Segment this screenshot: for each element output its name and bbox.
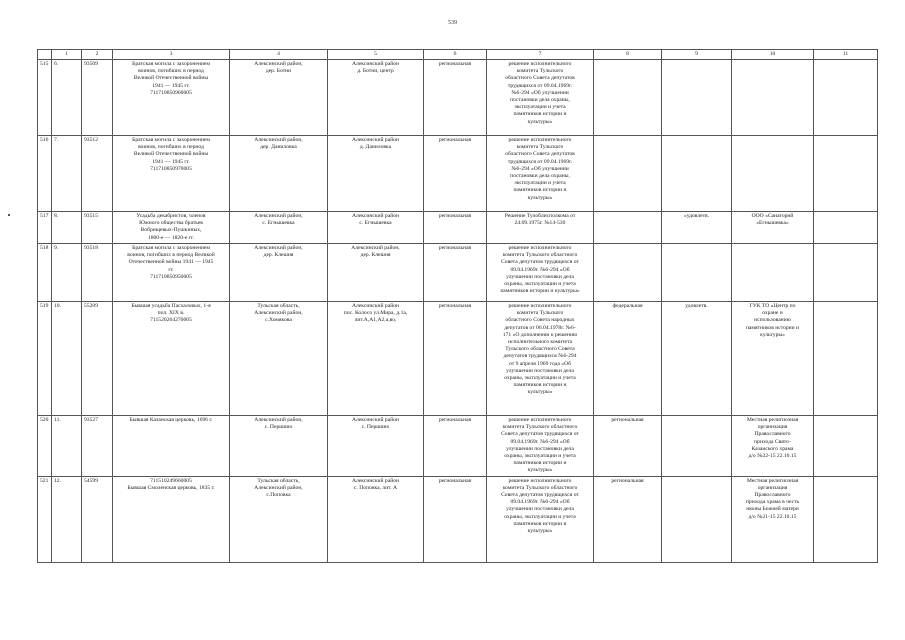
legal-document-line: областного Совета депутатов xyxy=(505,151,575,158)
object-name-line: 1941 — 1945 гг. xyxy=(152,82,190,89)
object-location-cell xyxy=(230,212,328,244)
column-header-9: 9 xyxy=(662,50,732,60)
object-name-cell xyxy=(113,212,230,244)
legal-document-line: культуры» xyxy=(527,389,553,396)
legal-document-line: памятников истории и xyxy=(513,520,567,527)
legal-document-line: культуры» xyxy=(527,528,553,535)
table-row xyxy=(38,136,878,212)
owner-col-9-line: д/о №22-15 22.10.15 xyxy=(748,453,797,460)
col-10-cell xyxy=(814,416,878,477)
object-name-line: воинов, погибших в период xyxy=(138,144,204,151)
condition-col-8-cell: «удовлетв. xyxy=(662,212,732,244)
legal-document-line: трудящихся от 09.04.1969г. xyxy=(507,82,573,89)
table-row xyxy=(38,244,878,302)
sub-number-cell: 12. xyxy=(52,476,82,562)
legal-document-line: решение исполнительного xyxy=(508,137,572,143)
protection-category-cell: региональная xyxy=(424,302,487,416)
object-name-line: Братская могила с захоронением xyxy=(132,61,210,67)
object-name-line: 711520264270005 xyxy=(150,317,192,324)
legal-document-line: комитета Тульского областного xyxy=(502,252,578,259)
owner-col-9-line: прихода Свято- xyxy=(754,438,791,445)
object-name-line: Отечественной войны 1941 — 1945 xyxy=(128,259,214,266)
legal-document-cell xyxy=(487,302,594,416)
owner-col-9-cell xyxy=(732,60,814,136)
object-name-line: Вобрищевых-Пушкиных, xyxy=(140,227,202,234)
owner-col-9-line: использованию xyxy=(754,317,791,324)
object-location-line: Алексинский район, xyxy=(254,61,303,67)
object-location-line: с. Першино xyxy=(264,424,293,431)
owner-col-9-line: «Егнышевка» xyxy=(756,220,789,227)
legal-document-line: памятников истории и xyxy=(513,187,567,194)
object-name-line: Южного общества братьев xyxy=(139,220,203,227)
owner-col-9-line: ООО «Санаторий xyxy=(751,213,794,219)
col-10-cell xyxy=(814,136,878,212)
object-location-line: с.Поповка xyxy=(266,492,291,499)
object-name-line: Великой Отечественной войны xyxy=(133,151,209,158)
object-name-line: гг. xyxy=(168,266,174,273)
legal-document-line: решение исполнительного xyxy=(508,417,572,423)
legal-document-line: Тульского областного Совета xyxy=(505,346,575,353)
registry-code-cell: 93509 xyxy=(82,60,113,136)
object-name-line: 1800-е — 1820-е гг. xyxy=(147,234,195,241)
object-address-line: Алексинский район xyxy=(351,303,399,309)
sub-number-cell: 6. xyxy=(52,60,82,136)
object-address-line: д. Ботни, центр xyxy=(357,68,394,75)
legal-document-line: Решение Тулоблисполкома от xyxy=(504,213,576,219)
object-address-cell xyxy=(328,302,424,416)
object-address-line: Алексинский район xyxy=(351,137,399,143)
registry-code-cell: 93518 xyxy=(82,244,113,302)
owner-col-9-line: памятников истории и xyxy=(745,324,800,331)
owner-col-9-line: организация xyxy=(757,484,788,491)
legal-document-line: №6-294 «Об улучшении xyxy=(511,165,569,172)
legal-document-line: улучшении постановки дела xyxy=(506,445,574,452)
legal-document-line: 09.04.1969г. №6-294 «Об xyxy=(510,499,570,506)
legal-document-line: решение исполнительного xyxy=(508,477,572,484)
col-10-cell xyxy=(814,244,878,302)
legal-document-line: Совета депутатов трудящихся от xyxy=(501,492,579,499)
legal-document-cell xyxy=(487,60,594,136)
legal-document-line: трудящихся от 09.04.1969г. xyxy=(507,158,573,165)
object-name-cell xyxy=(113,416,230,477)
object-location-cell xyxy=(230,136,328,212)
column-header-5: 5 xyxy=(328,50,424,60)
object-address-line: Алексинский район xyxy=(351,477,399,484)
legal-document-line: 09.04.1969г. №6-294 «Об xyxy=(510,266,570,273)
object-name-line: воинов, погибших в период xyxy=(138,68,204,75)
object-location-line: с. Егнышевка xyxy=(262,220,295,227)
condition-col-8-cell xyxy=(662,136,732,212)
legal-document-line: Совета депутатов трудящихся от xyxy=(501,431,579,438)
object-name-cell xyxy=(113,60,230,136)
owner-col-9-cell xyxy=(732,244,814,302)
legal-document-line: депутатов от 06.04.1978г. №6- xyxy=(504,324,576,331)
object-address-cell xyxy=(328,244,424,302)
condition-col-8-cell xyxy=(662,60,732,136)
owner-col-9-line: прихода храма в честь xyxy=(745,499,800,506)
column-header-11: 11 xyxy=(814,50,878,60)
object-name-line: 711510249660005 xyxy=(150,477,192,484)
condition-col-8-cell xyxy=(662,244,732,302)
object-address-line: Алексинский район xyxy=(351,61,399,67)
row-number-cell: 521 xyxy=(38,476,52,562)
legal-document-line: Совета депутатов трудящихся от xyxy=(501,259,579,266)
legal-document-line: 09.04.1969г. №6-294 «Об xyxy=(510,438,570,445)
object-location-line: дер. Ботни xyxy=(265,68,292,75)
legal-document-line: комитета Тульского областного xyxy=(502,484,578,491)
row-number-cell: 518 xyxy=(38,244,52,302)
col-10-cell xyxy=(814,60,878,136)
protection-category-cell: региональная xyxy=(424,244,487,302)
object-name-cell xyxy=(113,136,230,212)
owner-col-9-cell xyxy=(732,212,814,244)
row-number-cell: 520 xyxy=(38,416,52,477)
column-header-3: 3 xyxy=(113,50,230,60)
sub-number-cell: 9. xyxy=(52,244,82,302)
object-location-line: Алексинский район, xyxy=(254,417,303,423)
object-name-cell xyxy=(113,244,230,302)
object-name-line: 711710850970005 xyxy=(150,165,192,172)
protection-category-cell: региональная xyxy=(424,476,487,562)
col-10-cell xyxy=(814,476,878,562)
row-number-cell: 517 xyxy=(38,212,52,244)
owner-col-9-cell xyxy=(732,476,814,562)
object-location-line: Алексинский район, xyxy=(254,213,303,219)
column-header-0 xyxy=(38,50,52,60)
category-col-7-cell xyxy=(594,60,662,136)
object-name-line: Бывшая усадьба Пасхаловых, 1-я xyxy=(131,303,211,309)
category-col-7-cell: федеральная xyxy=(594,302,662,416)
scan-artifact-dot xyxy=(8,214,10,216)
object-name-cell xyxy=(113,302,230,416)
object-location-line: дер. Клешня xyxy=(263,252,294,259)
sub-number-cell: 10. xyxy=(52,302,82,416)
object-address-line: д. Даниловка xyxy=(359,144,392,151)
column-header-4: 4 xyxy=(230,50,328,60)
object-location-line: Алексинский район, xyxy=(254,137,303,143)
owner-col-9-line: иконы Божией матери xyxy=(746,506,799,513)
object-location-cell xyxy=(230,302,328,416)
legal-document-line: охраны, эксплуатации и учета xyxy=(504,513,576,520)
legal-document-line: постановки дела охраны, xyxy=(510,173,570,180)
owner-col-9-line: культуры» xyxy=(760,331,785,338)
legal-document-line: решение исполнительного xyxy=(508,61,572,67)
table-row xyxy=(38,416,878,477)
legal-document-line: депутатов трудящихся №6-294 xyxy=(503,353,577,360)
sub-number-cell: 11. xyxy=(52,416,82,477)
legal-document-line: областного Совета народных xyxy=(505,317,575,324)
legal-document-line: улучшении постановки дела xyxy=(506,273,574,280)
legal-document-cell xyxy=(487,212,594,244)
legal-document-line: комитета Тульского xyxy=(516,144,564,151)
table-row xyxy=(38,302,878,416)
object-name-line: Братская могила с захоронением xyxy=(132,245,210,251)
column-header-6: 6 xyxy=(424,50,487,60)
legal-document-line: культуры» xyxy=(527,118,553,125)
legal-document-cell xyxy=(487,244,594,302)
owner-col-9-cell xyxy=(732,302,814,416)
condition-col-8-cell xyxy=(662,476,732,562)
object-location-line: Тульская область, xyxy=(257,477,300,484)
object-address-line: Алексинский район, xyxy=(351,245,400,251)
protection-category-cell: региональная xyxy=(424,60,487,136)
registry-code-cell: 55209 xyxy=(82,302,113,416)
owner-col-9-line: Местная религиозная xyxy=(746,417,799,423)
condition-col-8-cell: удовлетв. xyxy=(662,302,732,416)
legal-document-line: комитета Тульского xyxy=(516,310,564,317)
page-number: 539 xyxy=(448,20,457,26)
legal-document-line: 171 «О дополнении к решению xyxy=(502,331,578,338)
owner-col-9-cell xyxy=(732,136,814,212)
object-location-cell xyxy=(230,60,328,136)
owner-col-9-line: Местная религиозная xyxy=(746,477,799,484)
legal-document-line: решение исполнительного xyxy=(508,245,572,251)
object-address-line: лит.А,А1,А2,а,во, xyxy=(354,317,397,324)
object-address-line: с. Егнышевка xyxy=(359,220,392,227)
protection-category-cell: региональная xyxy=(424,136,487,212)
object-location-cell xyxy=(230,244,328,302)
legal-document-line: улучшении постановки дела xyxy=(506,506,574,513)
legal-document-line: эксплуатации и учета xyxy=(514,180,566,187)
header-row xyxy=(38,50,878,60)
col-10-cell xyxy=(814,212,878,244)
object-location-cell xyxy=(230,476,328,562)
col-10-cell xyxy=(814,302,878,416)
legal-document-line: решение исполнительного xyxy=(508,303,572,309)
protection-category-cell: региональная xyxy=(424,416,487,477)
legal-document-line: комитета Тульского xyxy=(516,68,564,75)
object-location-line: Алексинский район, xyxy=(254,484,303,491)
table-row xyxy=(38,476,878,562)
row-number-cell: 516 xyxy=(38,136,52,212)
legal-document-line: постановки дела охраны, xyxy=(510,97,570,104)
legal-document-line: памятников истории и xyxy=(513,111,567,118)
column-header-8: 8 xyxy=(594,50,662,60)
legal-document-line: культуры» xyxy=(527,467,553,474)
legal-document-line: улучшении постановки дела xyxy=(506,367,574,374)
legal-document-line: областного Совета депутатов xyxy=(505,75,575,82)
condition-col-8-cell xyxy=(662,416,732,477)
object-name-line: воинов, погибших в период Великой xyxy=(127,252,215,259)
object-address-line: с. Поповка, лит. А xyxy=(353,484,398,491)
object-address-cell xyxy=(328,136,424,212)
object-address-cell xyxy=(328,476,424,562)
owner-col-9-line: ГУК ТО «Центр по xyxy=(749,303,796,309)
column-header-7: 7 xyxy=(487,50,594,60)
owner-col-9-line: Православного xyxy=(754,431,791,438)
legal-document-line: эксплуатации и учета xyxy=(514,104,566,111)
object-name-line: Великой Отечественной войны xyxy=(133,75,209,82)
legal-document-line: от 9 апреля 1969 года «Об xyxy=(509,360,571,367)
object-address-cell xyxy=(328,416,424,477)
registry-code-cell: 93527 xyxy=(82,416,113,477)
registry-code-cell: 54599 xyxy=(82,476,113,562)
legal-document-line: памятников истории и xyxy=(513,382,567,389)
legal-document-cell xyxy=(487,136,594,212)
object-name-line: Бывшая Казанская церковь, 1696 г. xyxy=(129,417,213,423)
sub-number-cell: 7. xyxy=(52,136,82,212)
object-name-line: 711710850960005 xyxy=(150,89,192,96)
owner-col-9-cell xyxy=(732,416,814,477)
object-location-line: Алексинский район, xyxy=(254,310,303,317)
object-address-line: дер. Клешня xyxy=(360,252,391,259)
legal-document-line: исполнительного комитета xyxy=(508,339,572,346)
object-name-line: 1941 — 1945 гг. xyxy=(152,158,190,165)
category-col-7-cell xyxy=(594,136,662,212)
legal-document-line: охраны, эксплуатации и учета xyxy=(504,375,576,382)
row-number-cell: 515 xyxy=(38,60,52,136)
legal-document-line: памятников истории и культуры» xyxy=(500,288,580,295)
owner-col-9-line: охране и xyxy=(762,310,783,317)
object-name-line: 711710850950005 xyxy=(150,273,192,280)
object-location-cell xyxy=(230,416,328,477)
owner-col-9-line: организация xyxy=(757,424,788,431)
object-address-cell xyxy=(328,212,424,244)
object-location-line: дер. Даниловка xyxy=(260,144,297,151)
object-address-line: Алексинский район xyxy=(351,417,399,423)
legal-document-line: охраны, эксплуатации и учета xyxy=(504,281,576,288)
object-name-line: Братская могила с захоронением xyxy=(132,137,210,143)
object-location-line: с.Хомякова xyxy=(265,317,292,324)
object-address-line: пос. Колосо ул.Мира, д.1а, xyxy=(343,310,408,317)
legal-document-line: культуры» xyxy=(527,194,553,201)
heritage-registry-table xyxy=(37,49,878,563)
legal-document-cell xyxy=(487,416,594,477)
object-location-line: Тульская область, xyxy=(257,303,300,309)
object-name-cell xyxy=(113,476,230,562)
table-row xyxy=(38,60,878,136)
registry-code-cell: 93512 xyxy=(82,136,113,212)
column-header-2: 2 xyxy=(82,50,113,60)
category-col-7-cell: региональная xyxy=(594,476,662,562)
column-header-1: 1 xyxy=(52,50,82,60)
object-address-cell xyxy=(328,60,424,136)
object-name-line: Усадьба декабристов, членов xyxy=(136,213,206,219)
owner-col-9-line: Казанского храма xyxy=(751,445,794,452)
object-name-line: Бывшая Смоленская церковь, 1835 г. xyxy=(127,484,215,491)
legal-document-line: памятников истории и xyxy=(513,460,567,467)
registry-code-cell: 93515 xyxy=(82,212,113,244)
category-col-7-cell: региональная xyxy=(594,416,662,477)
owner-col-9-line: д/о №21-15 22.10.15 xyxy=(748,513,797,520)
legal-document-cell xyxy=(487,476,594,562)
legal-document-line: 24.09.1975г. №14-530 xyxy=(514,220,566,227)
column-header-10: 10 xyxy=(732,50,814,60)
owner-col-9-line: Православного xyxy=(754,492,791,499)
category-col-7-cell xyxy=(594,212,662,244)
legal-document-line: охраны, эксплуатации и учета xyxy=(504,453,576,460)
table-body xyxy=(38,60,878,563)
legal-document-line: комитета Тульского областного xyxy=(502,424,578,431)
sub-number-cell: 8. xyxy=(52,212,82,244)
protection-category-cell: региональная xyxy=(424,212,487,244)
legal-document-line: №6-294 «Об улучшении xyxy=(511,89,569,96)
category-col-7-cell xyxy=(594,244,662,302)
table-row xyxy=(38,212,878,244)
object-name-line: пол. XIX в. xyxy=(157,310,185,317)
row-number-cell: 519 xyxy=(38,302,52,416)
object-address-line: Алексинский район xyxy=(351,213,399,219)
object-location-line: Алексинский район, xyxy=(254,245,303,251)
object-address-line: с. Першино xyxy=(361,424,390,431)
